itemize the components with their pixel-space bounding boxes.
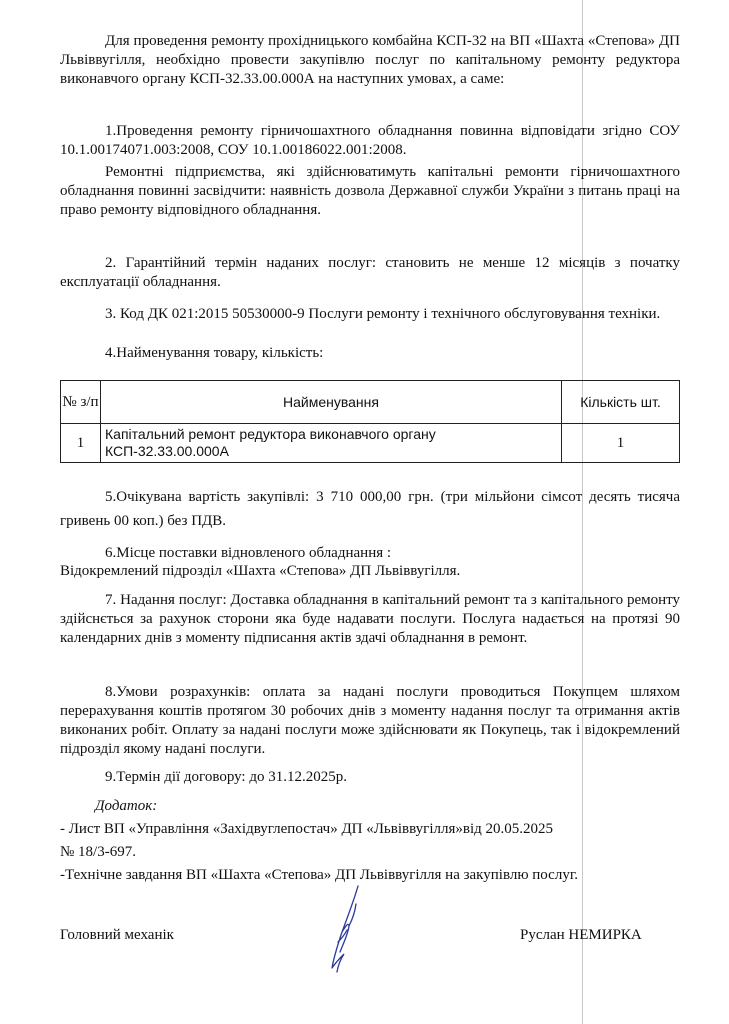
signer-name: Руслан НЕМИРКА: [520, 927, 642, 943]
paragraph-4: 4.Найменування товару, кількість:: [105, 345, 324, 361]
row-num: 1: [61, 424, 101, 463]
paragraph-5: 5.Очікувана вартість закупівлі: 3 710 000,00 грн. (три мільйони сімсот десять тисяча гривень 00 коп.) без ПДВ.: [60, 489, 680, 529]
paragraph-6a: 6.Місце поставки відновленого обладнання :: [105, 545, 392, 561]
paragraph-1b: Ремонтні підприємства, які здійснюватимуть капітальні ремонти гірничошахтного обладнання повинні засвідчити: наявність дозвола Державної служби України з питань праці на право ремонту відповідного обладнання.: [60, 164, 680, 218]
header-qty: Кількість шт.: [562, 381, 680, 424]
paragraph-2: 2. Гарантійний термін наданих послуг: становить не менше 12 місяців з початку експлуатації обладнання.: [60, 255, 680, 290]
paragraph-6b: Відокремлений підрозділ «Шахта «Степова» ДП Львіввугілля.: [60, 563, 461, 579]
attachment-line-2: № 18/3-697.: [60, 844, 136, 860]
paragraph-1: 1.Проведення ремонту гірничошахтного обладнання повинна відповідати згідно СОУ 10.1.00174071.003:2008, СОУ 10.1.00186022.001:2008.: [60, 123, 680, 158]
paragraph-9: 9.Термін дії договору: до 31.12.2025р.: [105, 769, 347, 785]
attachments-title: Додаток:: [95, 798, 158, 814]
header-name: Найменування: [101, 381, 562, 424]
attachment-line-3: -Технічне завдання ВП «Шахта «Степова» ДП Львіввугілля на закупівлю послуг.: [60, 867, 579, 883]
paragraph-7: 7. Надання послуг: Доставка обладнання в капітальний ремонт та з капітального ремонту здійснється за рахунок сторони яка буде надавати послуги. Послуга надається на протязі 90 календарних днів з моменту підписання актів здачі обладнання в ремонт.: [60, 592, 680, 646]
header-num: № з/п: [61, 381, 101, 424]
items-table: [60, 380, 680, 463]
table-header-row: [61, 381, 680, 424]
handwritten-signature: [318, 882, 368, 974]
paragraph-8: 8.Умови розрахунків: оплата за надані послуги проводиться Покупцем шляхом перерахування коштів протягом 30 робочих днів з моменту надання послуг та отримання актів виконаних робіт. Оплату за надані послуги може здійснювати як Покупець, так і відокремлений підрозділ якому надані послуги.: [60, 684, 680, 757]
row-qty: 1: [562, 424, 680, 463]
table-row: [61, 424, 680, 463]
row-name: Капітальний ремонт редуктора виконавчого органу КСП-32.33.00.000А: [101, 424, 562, 463]
attachment-line-1: - Лист ВП «Управління «Західвуглепостач» ДП «Львіввугілля»від 20.05.2025: [60, 821, 554, 837]
paragraph-3: 3. Код ДК 021:2015 50530000-9 Послуги ремонту і технічного обслуговування техніки.: [105, 306, 661, 322]
signer-position: Головний механік: [60, 927, 174, 943]
intro-paragraph: Для проведення ремонту прохідницького комбайна КСП-32 на ВП «Шахта «Степова» ДП Львіввугілля, необхідно провести закупівлю послуг по капітальному ремонту редуктора виконавчого органу КСП-32.33.00.000А на наступних умовах, а саме:: [60, 33, 680, 87]
